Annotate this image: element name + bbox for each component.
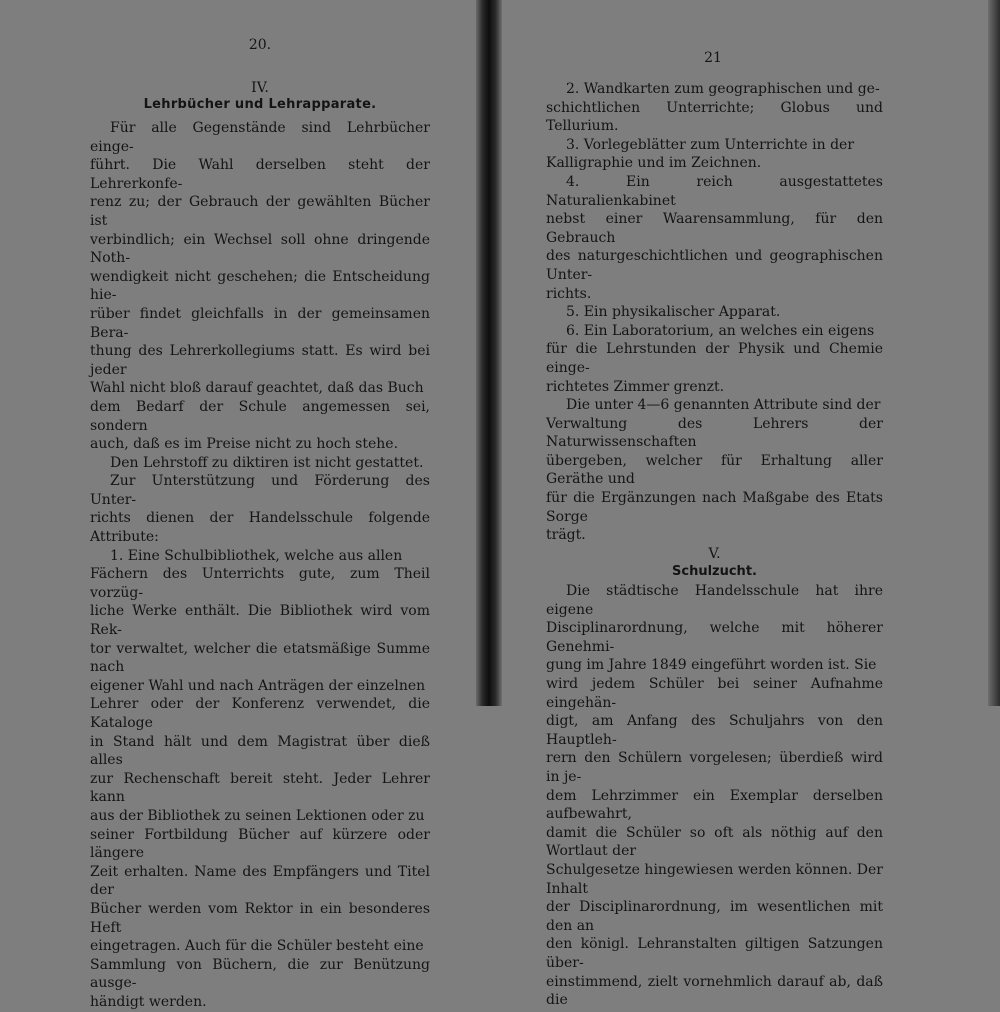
text-line: Die unter 4—6 genannten Attribute sind der bbox=[566, 397, 881, 414]
text-line: für die Ergänzungen nach Maßgabe des Etats Sorge bbox=[546, 490, 883, 525]
text-line: schichtlichen Unterrichte; Globus und Tellurium. bbox=[546, 99, 883, 135]
text-line: für die Lehrstunden der Physik und Chemie einge- bbox=[546, 341, 883, 376]
text-line: seiner Fortbildung Bücher auf kürzere oder längere bbox=[90, 826, 430, 862]
text-line: damit die Schüler so oft als nöthig auf den Wortlaut der bbox=[546, 824, 883, 860]
text-line: eigener Wahl und nach Anträgen der einzelnen bbox=[90, 677, 426, 694]
text-line: Lehrer oder der Konferenz verwendet, die Kataloge bbox=[90, 696, 430, 731]
body-text bbox=[546, 80, 883, 1010]
text-line: rern den Schülern vorgelesen; überdieß wird in je- bbox=[546, 750, 883, 785]
text-line: dem Lehrzimmer ein Exemplar derselben aufbewahrt, bbox=[546, 787, 883, 823]
text-line: verbindlich; ein Wechsel soll ohne dringende Noth- bbox=[90, 231, 430, 267]
text-line: Disciplinarordnung, welche mit höherer Genehmi- bbox=[546, 620, 883, 655]
text-line: Zeit erhalten. Name des Empfängers und Titel der bbox=[90, 863, 430, 899]
section-number: IV. bbox=[251, 80, 269, 96]
page-number: 20. bbox=[248, 37, 272, 53]
section-number: V. bbox=[708, 545, 721, 562]
text-line: Zur Unterstützung und Förderung des Unter- bbox=[90, 473, 430, 508]
text-line: renz zu; der Gebrauch der gewählten Bücher ist bbox=[90, 194, 430, 229]
text-line: richts dienen der Handelsschule folgende Attribute: bbox=[90, 510, 430, 546]
text-line: dem Bedarf der Schule angemessen sei, sondern bbox=[90, 398, 430, 434]
page-number: 21 bbox=[704, 50, 722, 66]
text-line: 2. Wandkarten zum geographischen und ge- bbox=[566, 81, 880, 97]
text-line: rüber findet gleichfalls in der gemeinsamen Bera- bbox=[90, 305, 430, 341]
text-line: Sammlung von Büchern, die zur Benützung ausge- bbox=[90, 956, 430, 992]
body-text bbox=[90, 119, 430, 1012]
text-line: übergeben, welcher für Erhaltung aller Geräthe und bbox=[546, 452, 883, 488]
text-line: richts. bbox=[546, 285, 592, 302]
text-line: tor verwaltet, welcher die etatsmäßige Summe nach bbox=[90, 640, 430, 676]
text-line: zur Rechenschaft bereit steht. Jeder Lehrer kann bbox=[90, 770, 430, 806]
text-line: wendigkeit nicht geschehen; die Entscheidung hie- bbox=[90, 268, 430, 304]
text-line: einstimmend, zielt vornehmlich darauf ab, daß die bbox=[546, 973, 883, 1009]
text-line: trägt. bbox=[546, 527, 586, 544]
text-line: Kalligraphie und im Zeichnen. bbox=[546, 155, 762, 172]
text-line: Den Lehrstoff zu diktiren ist nicht gestattet. bbox=[110, 454, 424, 471]
text-line: händigt werden. bbox=[90, 993, 207, 1010]
text-line: des naturgeschichtlichen und geographischen Unter- bbox=[546, 248, 883, 283]
text-line: Fächern des Unterrichts gute, zum Theil vorzüg- bbox=[90, 566, 430, 601]
text-line: Wahl nicht bloß darauf geachtet, daß das Buch bbox=[90, 380, 424, 397]
text-line: Verwaltung des Lehrers der Naturwissenschaften bbox=[546, 415, 883, 451]
text-line: Für alle Gegenstände sind Lehrbücher einge- bbox=[90, 120, 430, 155]
text-line: richtetes Zimmer grenzt. bbox=[546, 378, 725, 395]
text-line: digt, am Anfang des Schuljahrs von den Hauptleh- bbox=[546, 713, 883, 748]
text-line: führt. Die Wahl derselben steht der Lehrerkonfe- bbox=[90, 157, 430, 192]
left-page bbox=[0, 0, 478, 1010]
text-line: liche Werke enthält. Die Bibliothek wird vom Rek- bbox=[90, 603, 430, 639]
text-line: gung im Jahre 1849 eingeführt worden ist. Sie bbox=[546, 657, 877, 674]
text-line: Schulgesetze hingewiesen werden können. Der Inhalt bbox=[546, 861, 883, 897]
text-line: aus der Bibliothek zu seinen Lektionen oder zu bbox=[90, 807, 425, 824]
text-line: der Disciplinarordnung, im wesentlichen mit den an bbox=[546, 899, 883, 934]
text-line: den königl. Lehranstalten giltigen Satzungen über- bbox=[546, 936, 883, 971]
text-line: thung des Lehrerkollegiums statt. Es wird bei jeder bbox=[90, 343, 430, 378]
text-line: in Stand hält und dem Magistrat über dieß alles bbox=[90, 733, 430, 769]
text-line: 5. Ein physikalischer Apparat. bbox=[566, 304, 781, 321]
text-line: 4. Ein reich ausgestattetes Naturalienkabinet bbox=[546, 173, 883, 209]
section-title: Schulzucht. bbox=[672, 564, 757, 580]
text-line: 1. Eine Schulbibliothek, welche aus allen bbox=[110, 547, 403, 564]
text-line: Die städtische Handelsschule hat ihre eigene bbox=[546, 583, 883, 618]
text-line: nebst einer Waarensammlung, für den Gebrauch bbox=[546, 211, 883, 246]
text-line: eingetragen. Auch für die Schüler besteht eine bbox=[90, 938, 424, 955]
text-line: auch, daß es im Preise nicht zu hoch stehe. bbox=[90, 436, 399, 453]
book-gutter bbox=[476, 0, 502, 706]
text-line: wird jedem Schüler bei seiner Aufnahme eingehän- bbox=[546, 676, 883, 711]
page-edge bbox=[988, 0, 1000, 706]
text-line: 6. Ein Laboratorium, an welches ein eigens bbox=[566, 322, 875, 339]
text-line: Bücher werden vom Rektor in ein besonderes Heft bbox=[90, 900, 430, 936]
text-line: 3. Vorlegeblätter zum Unterrichte in der bbox=[566, 136, 855, 153]
section-title: Lehrbücher und Lehrapparate. bbox=[143, 97, 377, 112]
